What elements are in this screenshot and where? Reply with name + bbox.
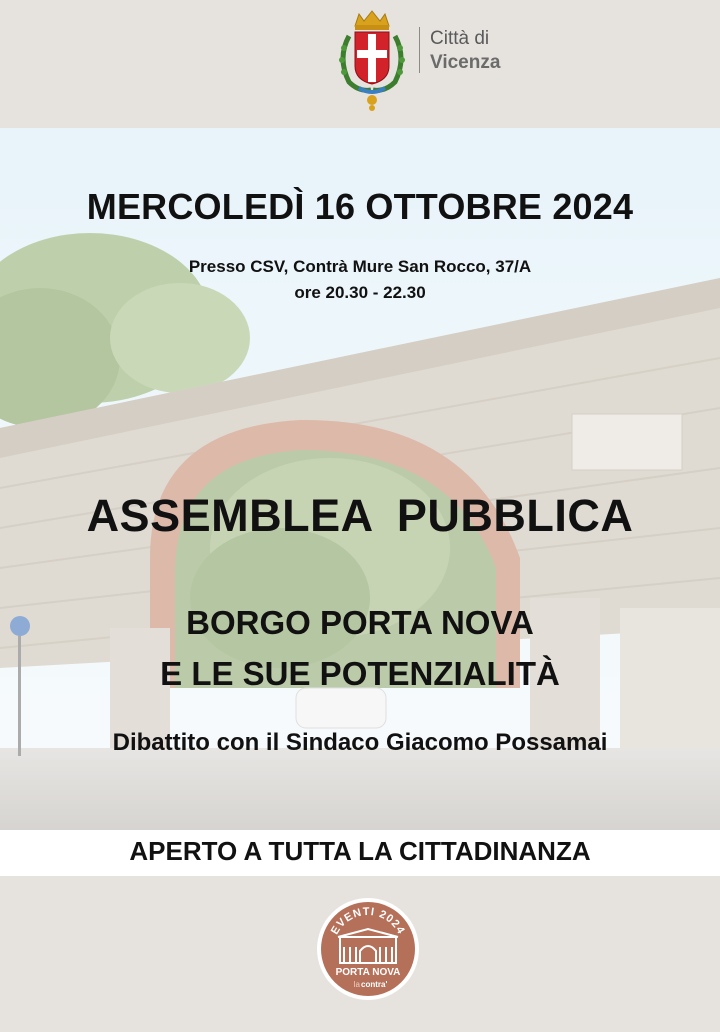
porta-nova-events-badge bbox=[316, 897, 420, 1001]
event-debate: Dibattito con il Sindaco Giacomo Possamai bbox=[112, 729, 608, 756]
event-location: Presso CSV, Contrà Mure San Rocco, 37/A bbox=[188, 257, 532, 276]
badge-tagline-prefix: la bbox=[353, 980, 360, 989]
event-date: MERCOLEDÌ 16 OTTOBRE 2024 bbox=[86, 186, 634, 227]
city-label-name: Vicenza bbox=[430, 52, 501, 73]
city-crest-icon bbox=[333, 8, 411, 112]
header-bar bbox=[0, 0, 720, 128]
event-title: ASSEMBLEA PUBBLICA bbox=[86, 490, 634, 541]
photo-overlay bbox=[0, 128, 720, 830]
event-subtitle-line1: BORGO PORTA NOVA bbox=[186, 604, 534, 641]
event-subtitle-line2: E LE SUE POTENZIALITÀ bbox=[160, 655, 560, 692]
event-audience: APERTO A TUTTA LA CITTADINANZA bbox=[129, 836, 591, 866]
badge-tagline: contra' bbox=[361, 980, 388, 989]
city-label-prefix: Città di bbox=[430, 28, 490, 49]
background-photo bbox=[0, 128, 720, 830]
badge-arc-text: EVENTI 2024 bbox=[328, 905, 408, 937]
header-divider bbox=[419, 27, 420, 73]
badge-name: PORTA NOVA bbox=[335, 967, 401, 978]
event-time: ore 20.30 - 22.30 bbox=[294, 283, 426, 302]
